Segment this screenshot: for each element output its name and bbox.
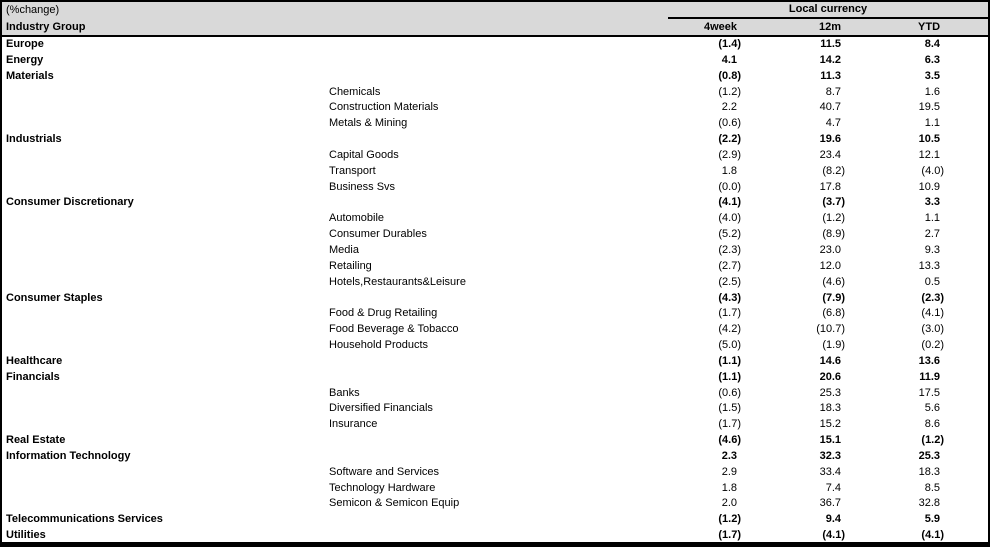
sub-industry-label: Business Svs xyxy=(329,180,396,193)
sub-industry-label: Hotels,Restaurants&Leisure xyxy=(329,275,466,288)
value-cell-4week: (4.3) xyxy=(718,291,741,304)
industry-group-label: Information Technology xyxy=(6,449,131,462)
value-cell-ytd: 8.4 xyxy=(924,38,941,50)
table-row xyxy=(2,259,988,275)
value-cell-12m: (8.9) xyxy=(822,228,845,241)
value-cell-4week: (1.7) xyxy=(718,307,741,320)
table-row xyxy=(2,322,988,338)
table-row xyxy=(2,180,988,196)
table-row xyxy=(2,69,988,85)
value-cell-12m: 11.5 xyxy=(820,38,841,50)
sub-industry-label: Consumer Durables xyxy=(329,228,427,241)
value-cell-12m: 14.6 xyxy=(819,354,841,367)
value-cell-ytd: 17.5 xyxy=(918,386,941,399)
value-cell-4week: (0.6) xyxy=(718,386,741,399)
table-row xyxy=(2,306,988,322)
sub-industry-label: Automobile xyxy=(329,212,385,225)
table-row xyxy=(2,227,988,243)
value-cell-4week: 2.3 xyxy=(721,449,737,462)
value-cell-12m: (3.7) xyxy=(822,196,845,209)
value-cell-12m: 15.2 xyxy=(819,418,841,431)
value-cell-ytd: 13.6 xyxy=(918,354,941,367)
sub-industry-label: Media xyxy=(329,243,359,256)
sub-industry-label: Banks xyxy=(329,386,360,399)
value-cell-ytd: 18.3 xyxy=(918,465,941,478)
value-cell-ytd: (3.0) xyxy=(921,323,945,336)
value-cell-12m: 25.3 xyxy=(819,386,841,399)
sub-industry-label: Metals & Mining xyxy=(329,117,408,130)
value-cell-ytd: 25.3 xyxy=(918,449,941,462)
table-row xyxy=(2,338,988,354)
table-row xyxy=(2,164,988,180)
value-cell-12m: 23.0 xyxy=(819,243,841,256)
table-row xyxy=(2,433,988,449)
table-row xyxy=(2,354,988,370)
table-row xyxy=(2,465,988,481)
value-cell-4week: (5.2) xyxy=(718,228,741,241)
table-row xyxy=(2,195,988,211)
industry-group-label: Consumer Staples xyxy=(6,291,103,304)
table-row xyxy=(2,370,988,386)
industry-group-label: Financials xyxy=(6,370,60,383)
value-cell-4week: (0.8) xyxy=(718,69,741,82)
value-cell-ytd: 9.3 xyxy=(924,243,941,256)
value-cell-ytd: (2.3) xyxy=(921,291,945,304)
value-cell-12m: (1.2) xyxy=(822,212,845,225)
value-cell-12m: 9.4 xyxy=(825,513,841,526)
value-cell-4week: 4.1 xyxy=(721,53,737,66)
value-cell-ytd: 0.5 xyxy=(924,275,941,288)
sub-industry-label: Retailing xyxy=(329,259,372,272)
value-cell-ytd: 13.3 xyxy=(918,259,941,272)
value-cell-12m: 19.6 xyxy=(819,133,841,146)
industry-group-label: Telecommunications Services xyxy=(6,513,163,526)
value-cell-4week: (1.2) xyxy=(718,85,741,98)
sub-industry-label: Transport xyxy=(329,164,376,177)
value-cell-4week: (2.7) xyxy=(718,259,741,272)
sub-industry-label: Household Products xyxy=(329,339,429,352)
value-cell-ytd: 2.7 xyxy=(924,228,941,241)
industry-group-label: Utilities xyxy=(6,529,46,542)
table-row xyxy=(2,100,988,116)
value-cell-4week: 2.0 xyxy=(721,497,737,510)
table-row xyxy=(2,132,988,148)
sub-industry-label: Insurance xyxy=(329,418,378,431)
value-cell-12m: (6.8) xyxy=(822,307,845,320)
local-currency-header: Local currency xyxy=(668,2,988,18)
table-row xyxy=(2,417,988,433)
value-cell-ytd: 11.9 xyxy=(919,370,941,383)
header-row-columns xyxy=(2,18,988,36)
value-cell-12m: 11.3 xyxy=(820,69,841,82)
value-cell-ytd: 1.1 xyxy=(924,117,941,130)
sub-industry-label: Capital Goods xyxy=(329,148,399,161)
value-cell-4week: (4.0) xyxy=(718,212,741,225)
value-cell-ytd: 8.6 xyxy=(924,418,941,431)
value-cell-ytd: (4.1) xyxy=(921,529,945,542)
industry-group-label: Real Estate xyxy=(6,434,66,447)
value-cell-ytd: 3.5 xyxy=(924,69,941,82)
value-cell-12m: (10.7) xyxy=(816,323,845,336)
industry-group-label: Materials xyxy=(6,69,54,82)
value-cell-4week: 2.9 xyxy=(721,465,737,478)
value-cell-12m: (1.9) xyxy=(822,339,845,352)
value-cell-ytd: 5.6 xyxy=(924,402,941,415)
percent-change-label: (%change) xyxy=(2,2,668,18)
value-cell-4week: (1.1) xyxy=(718,370,741,383)
sub-industry-label: Food Beverage & Tobacco xyxy=(329,323,459,336)
value-cell-4week: 1.8 xyxy=(721,481,737,494)
performance-table xyxy=(2,2,988,544)
value-cell-4week: (2.5) xyxy=(718,275,741,288)
value-cell-12m: 12.0 xyxy=(819,259,841,272)
value-cell-12m: 17.8 xyxy=(819,180,841,193)
value-cell-12m: 7.4 xyxy=(825,481,841,494)
value-cell-12m: 4.7 xyxy=(825,117,841,130)
value-cell-12m: 23.4 xyxy=(819,148,841,161)
value-cell-ytd: 10.9 xyxy=(918,180,941,193)
sub-industry-label: Construction Materials xyxy=(329,101,439,114)
table-row xyxy=(2,512,988,528)
value-cell-ytd: 1.1 xyxy=(924,212,941,225)
table-body xyxy=(2,36,988,544)
table-row xyxy=(2,85,988,101)
header-row-currency xyxy=(2,2,988,18)
value-cell-4week: (5.0) xyxy=(718,339,741,352)
table-row xyxy=(2,116,988,132)
value-cell-12m: 33.4 xyxy=(819,465,841,478)
column-header-12m: 12m xyxy=(746,18,850,36)
value-cell-4week: (2.2) xyxy=(718,133,741,146)
table-header xyxy=(2,2,988,36)
column-header-4week: 4week xyxy=(668,18,746,36)
sub-industry-label: Chemicals xyxy=(329,85,381,98)
value-cell-12m: 15.1 xyxy=(819,434,841,447)
table-row xyxy=(2,36,988,53)
industry-group-label: Consumer Discretionary xyxy=(6,196,134,209)
value-cell-12m: (4.6) xyxy=(822,275,845,288)
table-row xyxy=(2,528,988,544)
value-cell-ytd: 10.5 xyxy=(918,133,941,146)
table-row xyxy=(2,401,988,417)
value-cell-12m: 14.2 xyxy=(819,53,841,66)
table-row xyxy=(2,211,988,227)
industry-group-label: Europe xyxy=(6,38,44,50)
value-cell-ytd: 12.1 xyxy=(918,148,941,161)
column-header-ytd: YTD xyxy=(850,18,988,36)
value-cell-4week: (2.3) xyxy=(718,243,741,256)
value-cell-12m: 32.3 xyxy=(819,449,841,462)
value-cell-4week: (0.0) xyxy=(718,180,741,193)
value-cell-ytd: (1.2) xyxy=(921,434,945,447)
table-row xyxy=(2,496,988,512)
table-row xyxy=(2,148,988,164)
value-cell-ytd: 3.3 xyxy=(924,196,941,209)
industry-group-label: Energy xyxy=(6,53,44,66)
table-row xyxy=(2,481,988,497)
table-row xyxy=(2,243,988,259)
value-cell-ytd: (4.1) xyxy=(921,307,945,320)
value-cell-12m: 40.7 xyxy=(819,101,841,114)
value-cell-ytd: (4.0) xyxy=(921,164,945,177)
table-row xyxy=(2,275,988,291)
sub-industry-label: Technology Hardware xyxy=(329,481,436,494)
table-row xyxy=(2,53,988,69)
table-row xyxy=(2,291,988,307)
value-cell-4week: (1.4) xyxy=(718,38,741,50)
value-cell-12m: (4.1) xyxy=(822,529,845,542)
value-cell-12m: 20.6 xyxy=(819,370,841,383)
value-cell-ytd: 1.6 xyxy=(924,85,941,98)
value-cell-4week: (1.2) xyxy=(718,513,741,526)
value-cell-ytd: 19.5 xyxy=(918,101,941,114)
value-cell-12m: 8.7 xyxy=(825,85,841,98)
table-row xyxy=(2,449,988,465)
industry-group-label: Industrials xyxy=(6,133,62,146)
value-cell-4week: (1.5) xyxy=(718,402,741,415)
value-cell-4week: (1.7) xyxy=(718,418,741,431)
value-cell-4week: (4.6) xyxy=(718,434,741,447)
sub-industry-label: Diversified Financials xyxy=(329,402,433,415)
value-cell-ytd: 32.8 xyxy=(918,497,941,510)
value-cell-4week: (4.2) xyxy=(718,323,741,336)
table-row xyxy=(2,386,988,402)
value-cell-12m: 18.3 xyxy=(819,402,841,415)
value-cell-12m: 36.7 xyxy=(819,497,841,510)
sub-industry-label: Semicon & Semicon Equip xyxy=(329,497,460,510)
value-cell-4week: (0.6) xyxy=(718,117,741,130)
value-cell-4week: (4.1) xyxy=(718,196,741,209)
value-cell-ytd: 5.9 xyxy=(924,513,941,526)
value-cell-4week: 2.2 xyxy=(721,101,737,114)
value-cell-ytd: (0.2) xyxy=(921,339,945,352)
sub-industry-label: Software and Services xyxy=(329,465,440,478)
value-cell-12m: (8.2) xyxy=(822,164,845,177)
value-cell-4week: (1.7) xyxy=(718,529,741,542)
value-cell-12m: (7.9) xyxy=(822,291,845,304)
industry-group-header: Industry Group xyxy=(2,18,668,36)
value-cell-4week: (1.1) xyxy=(718,354,741,367)
value-cell-4week: (2.9) xyxy=(718,148,741,161)
industry-group-label: Healthcare xyxy=(6,354,63,367)
value-cell-ytd: 8.5 xyxy=(924,481,941,494)
value-cell-4week: 1.8 xyxy=(721,164,737,177)
value-cell-ytd: 6.3 xyxy=(924,53,941,66)
sub-industry-label: Food & Drug Retailing xyxy=(329,307,438,320)
